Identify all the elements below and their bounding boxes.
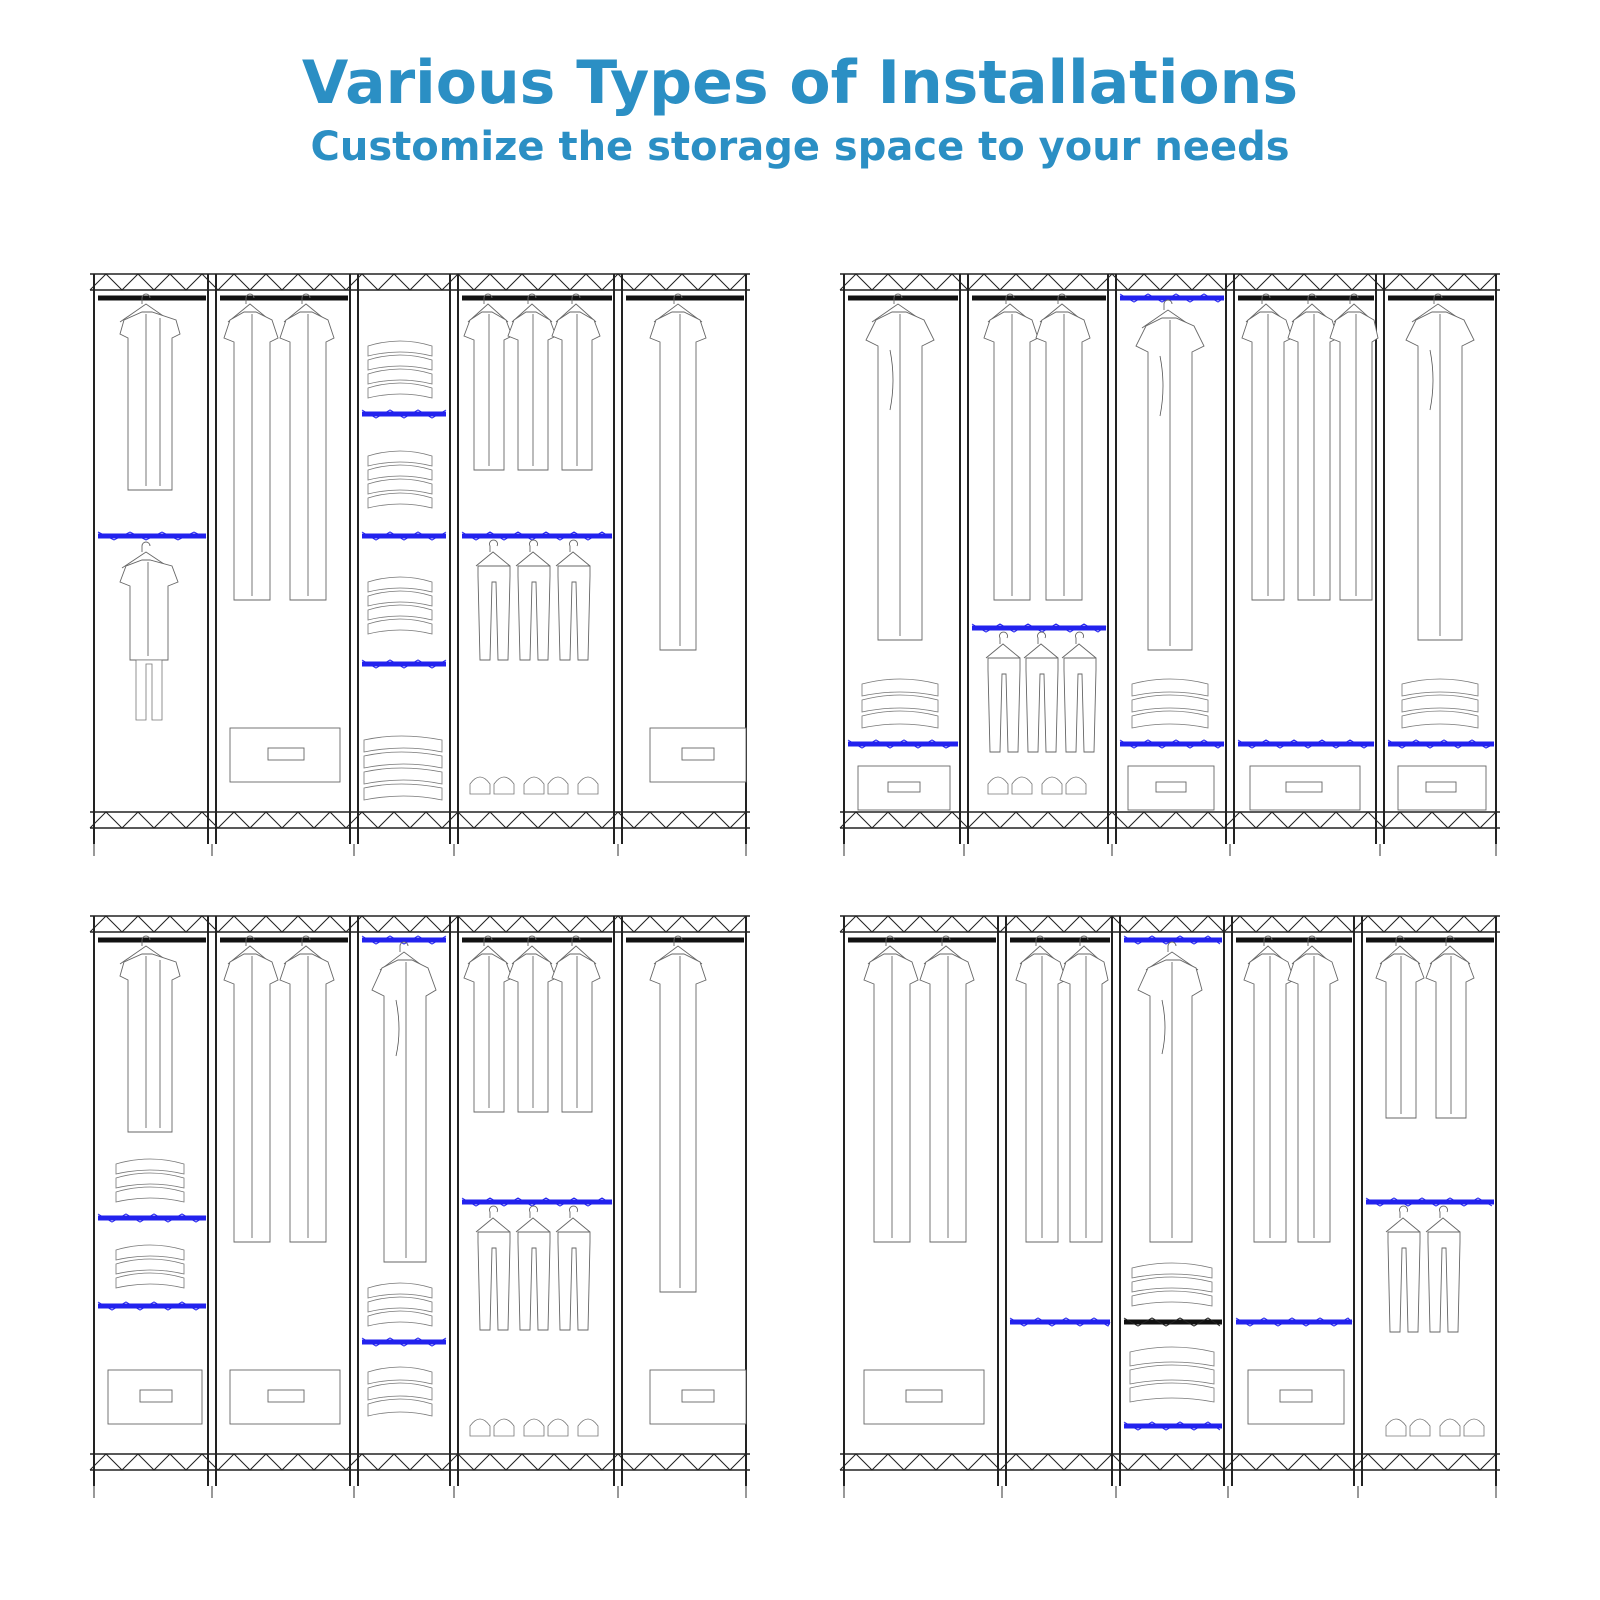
closet-configuration-3	[80, 902, 760, 1502]
page-title: Various Types of Installations	[301, 48, 1299, 118]
bay-4	[1236, 936, 1352, 1424]
folded-stack	[1402, 679, 1478, 728]
bottom-frame-mesh	[90, 1454, 750, 1470]
bay-3	[1120, 294, 1224, 810]
bay-5	[626, 936, 746, 1424]
bottom-frame-mesh	[90, 812, 750, 828]
folded-stack-1	[368, 1283, 432, 1326]
bay-5	[1366, 936, 1494, 1436]
bay-3	[1124, 936, 1222, 1430]
bay-5	[1388, 294, 1494, 810]
bay-3	[362, 341, 446, 800]
closet-configuration-4	[830, 902, 1510, 1502]
bay-2	[1010, 936, 1110, 1326]
folded-towels	[364, 736, 442, 800]
top-frame-mesh	[90, 274, 750, 290]
bottom-frame-mesh	[840, 1454, 1500, 1470]
page-subtitle: Customize the storage space to your needs	[310, 124, 1290, 170]
bottom-frame-mesh	[840, 812, 1500, 828]
bay-2	[220, 294, 348, 782]
shoes-row	[1386, 1419, 1484, 1436]
bay-1	[848, 936, 996, 1424]
folded-stack-2	[116, 1245, 184, 1288]
configuration-diagram-grid	[0, 252, 1600, 1572]
top-frame-mesh	[840, 916, 1500, 932]
folded-stack-2	[368, 1367, 432, 1416]
folded-stack-2	[1130, 1347, 1214, 1402]
folded-stack-1	[1132, 1263, 1212, 1306]
bay-2	[220, 936, 348, 1424]
bay-1	[848, 294, 958, 810]
folded-stack-3	[368, 577, 432, 634]
header	[0, 0, 1600, 169]
trousers-group	[986, 632, 1096, 752]
bay-3	[362, 936, 446, 1416]
closet-configuration-1	[80, 260, 760, 860]
bay-4	[462, 294, 612, 794]
closet-configuration-2	[830, 260, 1510, 860]
bay-1	[98, 936, 206, 1424]
trousers-group	[1386, 1206, 1460, 1332]
shoes-row	[470, 1419, 598, 1436]
folded-stack-2	[368, 451, 432, 508]
bay-4	[1238, 294, 1378, 810]
bay-4	[462, 936, 612, 1436]
folded-stack	[862, 679, 938, 728]
bay-1	[98, 294, 206, 720]
shoes-row	[988, 777, 1086, 794]
bay-5	[626, 294, 746, 782]
trousers-group	[476, 1206, 590, 1330]
folded-stack	[1132, 679, 1208, 728]
bay-2	[972, 294, 1106, 794]
folded-stack-1	[116, 1159, 184, 1202]
trousers-group	[476, 540, 590, 660]
folded-stack-1	[368, 341, 432, 398]
top-frame-mesh	[90, 916, 750, 932]
shoes-row	[470, 777, 598, 794]
top-frame-mesh	[840, 274, 1500, 290]
